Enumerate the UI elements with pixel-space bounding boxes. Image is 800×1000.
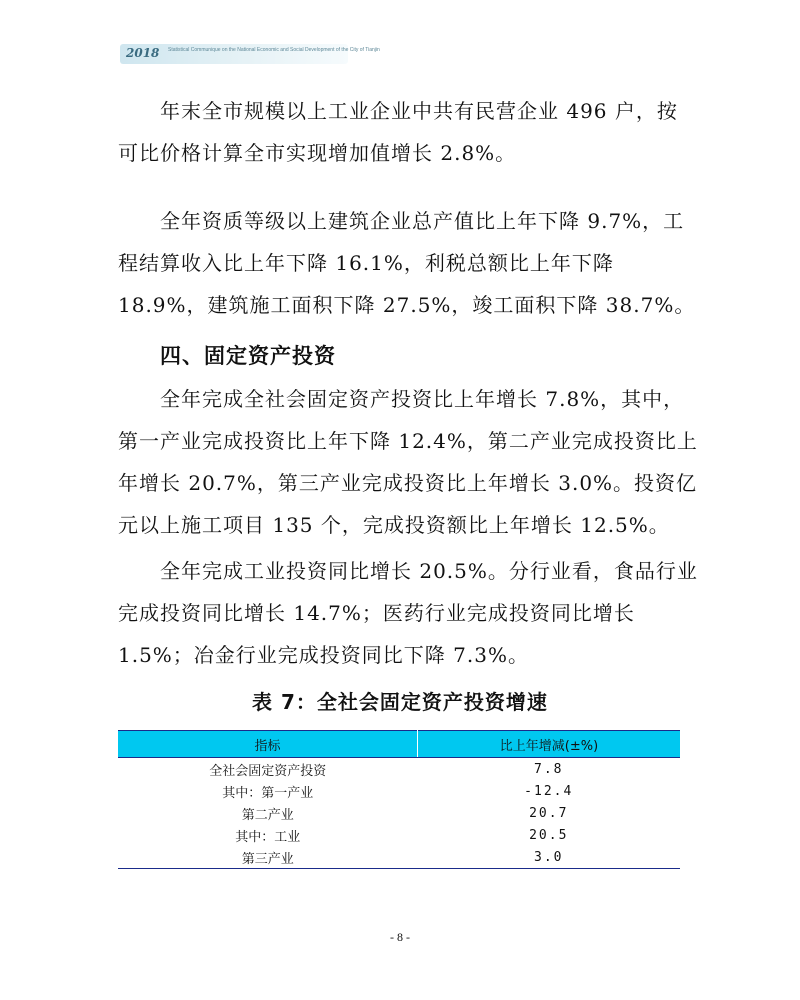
investment-growth-table xyxy=(118,730,680,869)
row-value: -12.4 xyxy=(524,783,574,799)
paragraph-private-enterprises: 年末全市规模以上工业企业中共有民营企业 496 户，按可比价格计算全市实现增加值增长 2.8%。 xyxy=(118,99,678,165)
table-header-row xyxy=(118,731,680,758)
column-header-change: 比上年增减(±%) xyxy=(418,731,681,758)
table-row xyxy=(118,824,680,846)
paragraph-industrial-investment: 全年完成工业投资同比增长 20.5%。分行业看，食品行业完成投资同比增长 14.7%；医药行业完成投资同比增长 1.5%；冶金行业完成投资同比下降 7.3%。 xyxy=(118,559,698,667)
table-caption: 表 7：全社会固定资产投资增速 xyxy=(252,690,548,714)
section-heading: 四、固定资产投资 xyxy=(160,344,336,368)
table-row xyxy=(118,846,680,869)
row-label: 其中：工业 xyxy=(235,829,301,845)
column-header-indicator: 指标 xyxy=(118,731,418,758)
table-row xyxy=(118,780,680,802)
page-number: - 8 - xyxy=(390,930,410,944)
paragraph-construction: 全年资质等级以上建筑企业总产值比上年下降 9.7%，工程结算收入比上年下降 16.1%，利税总额比上年下降 18.9%，建筑施工面积下降 27.5%，竣工面积下降 38.7%。 xyxy=(118,209,696,317)
row-value: 3.0 xyxy=(534,849,564,865)
table-row xyxy=(118,758,680,781)
row-value: 7.8 xyxy=(534,761,564,777)
row-label: 其中：第一产业 xyxy=(222,785,314,801)
row-value: 20.5 xyxy=(529,827,569,843)
paragraph-fixed-asset-investment: 全年完成全社会固定资产投资比上年增长 7.8%，其中，第一产业完成投资比上年下降 12.4%，第二产业完成投资比上年增长 20.7%，第三产业完成投资比上年增长 3.0%。投资亿元以上施工项目 135 个，完成投资额比上年增长 12.5%。 xyxy=(118,387,698,537)
row-value: 20.7 xyxy=(529,805,569,821)
header-subtitle: Statistical Communique on the National Economic and Social Development of the City of Tianjin xyxy=(168,47,380,53)
row-label: 第二产业 xyxy=(241,807,294,823)
row-label: 全社会固定资产投资 xyxy=(209,763,327,779)
table-row xyxy=(118,802,680,824)
row-label: 第三产业 xyxy=(241,851,294,867)
header-banner xyxy=(120,44,380,64)
header-year: 2018 xyxy=(126,46,160,60)
